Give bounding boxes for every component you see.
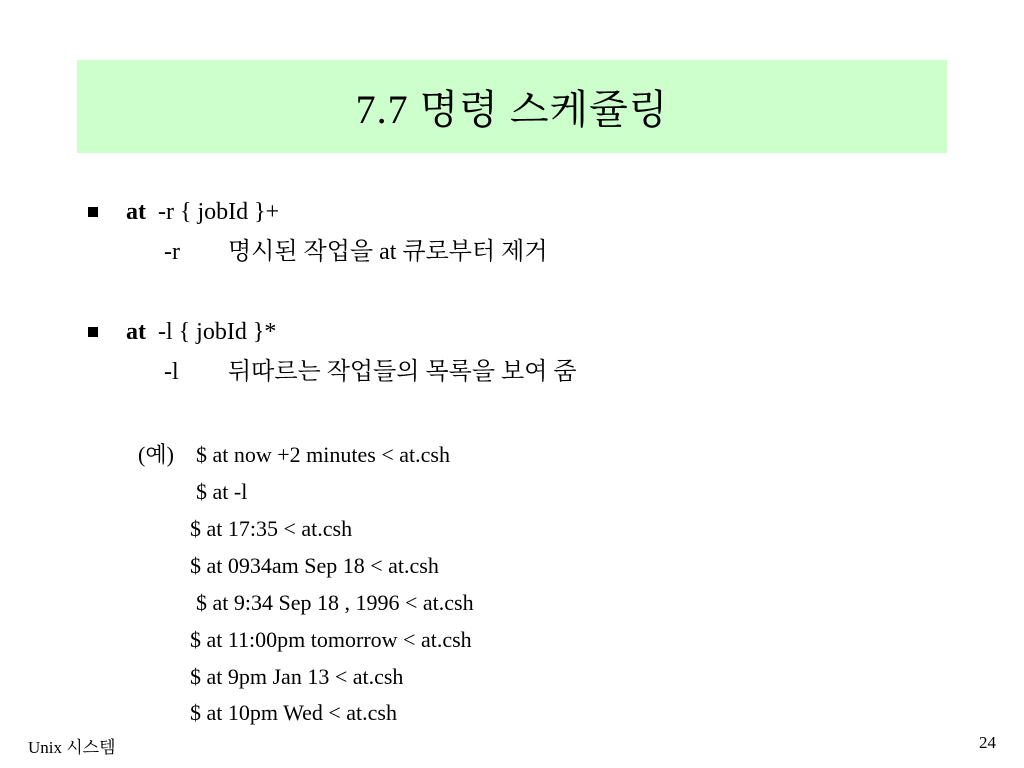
example-line: $ at 11:00pm tomorrow < at.csh <box>190 627 472 652</box>
bullet-square-icon <box>88 207 98 217</box>
title-banner <box>77 60 947 153</box>
option-label-1: -r <box>164 239 180 265</box>
bullet-square-icon <box>88 327 98 337</box>
example-line: $ at 9:34 Sep 18 , 1996 < at.csh <box>196 590 474 615</box>
command-keyword: at <box>126 319 146 345</box>
example-line: $ at 0934am Sep 18 < at.csh <box>190 553 439 578</box>
option-description-2: 뒤따르는 작업들의 목록을 보여 줌 <box>228 359 577 385</box>
slide-title: 7.7 명령 스케쥴링 <box>355 87 669 132</box>
command-args: -l { jobId }* <box>146 319 277 345</box>
page-number: 24 <box>979 733 996 752</box>
footer-course-label: Unix 시스템 <box>28 738 116 757</box>
command-line-1 <box>126 198 279 226</box>
example-line: $ at 9pm Jan 13 < at.csh <box>190 664 404 689</box>
example-label: (예) <box>138 442 174 467</box>
example-line: $ at 17:35 < at.csh <box>190 516 353 541</box>
command-keyword: at <box>126 199 146 225</box>
option-label-2: -l <box>164 359 179 385</box>
example-line: $ at -l <box>196 479 248 504</box>
command-line-2 <box>126 318 276 346</box>
example-line: $ at now +2 minutes < at.csh <box>196 442 450 467</box>
command-args: -r { jobId }+ <box>146 199 280 225</box>
example-line: $ at 10pm Wed < at.csh <box>190 700 397 725</box>
option-description-1: 명시된 작업을 at 큐로부터 제거 <box>228 239 548 265</box>
